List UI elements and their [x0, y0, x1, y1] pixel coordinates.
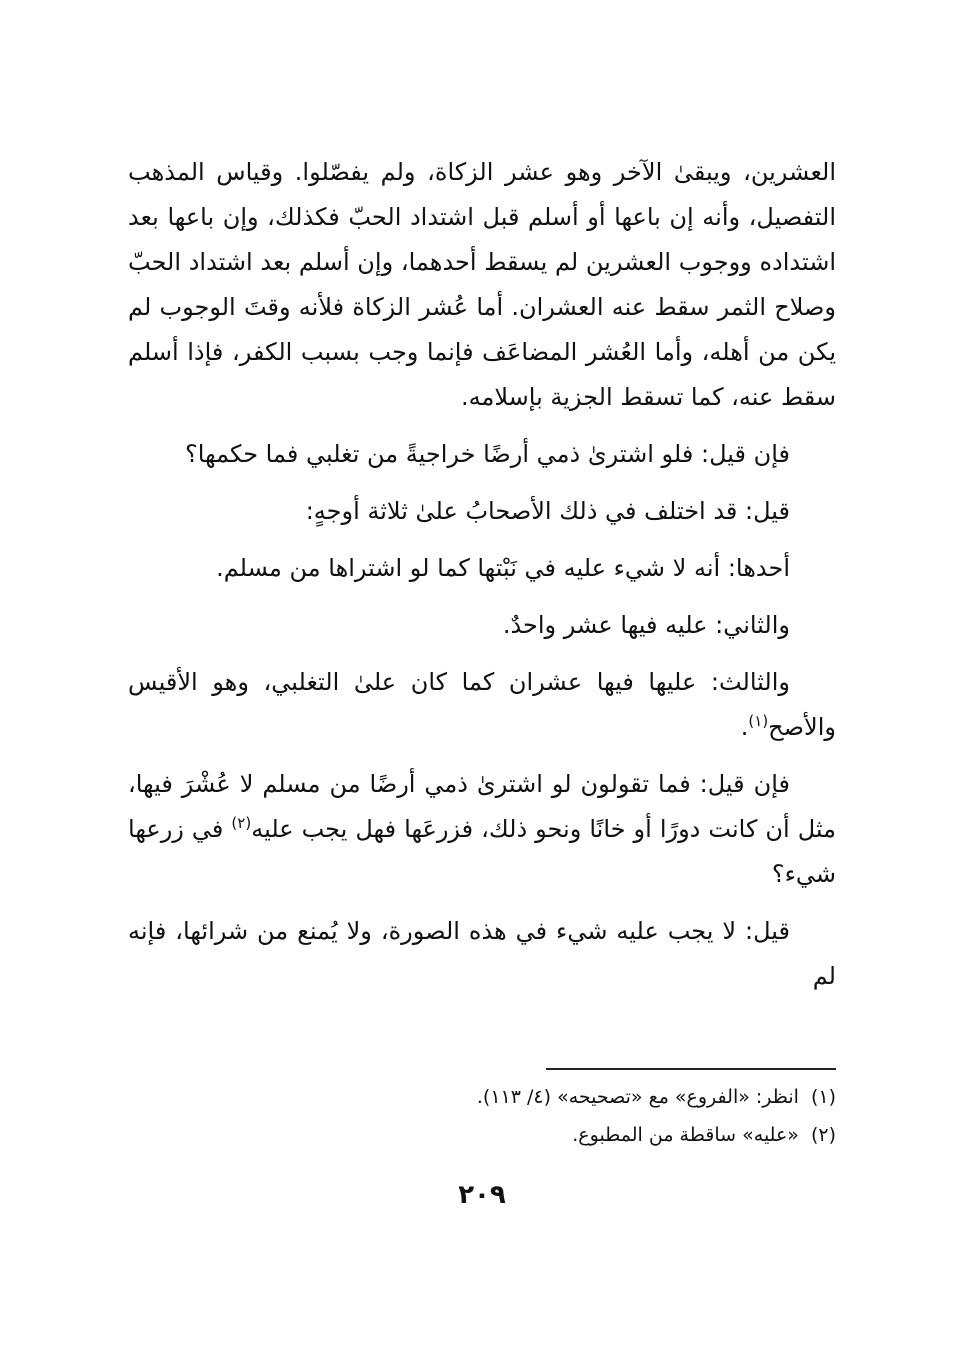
- page-number: ٢٠٩: [458, 1180, 506, 1210]
- main-text: [128, 150, 836, 999]
- paragraph-8: قيل: لا يجب عليه شيء في هذه الصورة، ولا يُمنع من شرائها، فإنه لم: [128, 917, 836, 990]
- paragraph-6-text: والثالث: عليها فيها عشران كما كان علىٰ التغلبي، وهو الأقيس والأصح: [128, 668, 836, 741]
- footnote-2: [300, 1116, 836, 1154]
- paragraph-7-text-a: فإن قيل: فما تقولون لو اشترىٰ ذمي أرضًا من مسلم لا عُشْرَ فيها، مثل أن كانت دورًا أو خانًا ونحو ذلك، فزرعَها فهل يجب عليه: [128, 770, 837, 843]
- footnotes: [300, 1078, 836, 1154]
- footnote-text: «عليه» ساقطة من المطبوع.: [572, 1124, 799, 1146]
- paragraph-2: فإن قيل: فلو اشترىٰ ذمي أرضًا خراجيةً من تغلبي فما حكمها؟: [184, 440, 790, 468]
- footnote-number: (١): [810, 1086, 836, 1108]
- paragraph-6-period: .: [740, 713, 749, 741]
- paragraph-7: [128, 762, 836, 897]
- footnote-1: [300, 1078, 836, 1116]
- paragraph-7-text-b: في زرعها شيء؟: [128, 815, 836, 888]
- paragraph-6: [128, 660, 836, 750]
- paragraph-4: أحدها: أنه لا شيء عليه في نَبْتها كما لو اشتراها من مسلم.: [216, 554, 790, 582]
- paragraph-1: العشرين، ويبقىٰ الآخر وهو عشر الزكاة، ولم يفصّلوا. وقياس المذهب التفصيل، وأنه إن باعها أو أسلم قبل اشتداد الحبّ فكذلك، وإن باعها بعد اشتداده ووجوب العشرين لم يسقط أحدهما، وإن أسلم بعد اشتداد الحبّ وصلاح الثمر سقط عنه العشران. أما عُشر الزكاة فلأنه وقتَ الوجوب لم يكن من أهله، وأما العُشر المضاعَف فإنما وجب بسبب الكفر، فإذا أسلم سقط عنه، كما تسقط الجزية بإسلامه.: [128, 158, 836, 411]
- footnote-separator: [546, 1068, 836, 1070]
- footnote-ref-2[interactable]: (٢): [231, 814, 252, 832]
- footnote-ref-1[interactable]: (١): [748, 712, 769, 730]
- footnote-number: (٢): [810, 1124, 836, 1146]
- paragraph-3: قيل: قد اختلف في ذلك الأصحابُ علىٰ ثلاثة أوجهٍ:: [305, 497, 790, 525]
- paragraph-5: والثاني: عليه فيها عشر واحدٌ.: [502, 611, 790, 639]
- footnote-text: انظر: «الفروع» مع «تصحيحه» (٤/ ١١٣).: [476, 1086, 799, 1108]
